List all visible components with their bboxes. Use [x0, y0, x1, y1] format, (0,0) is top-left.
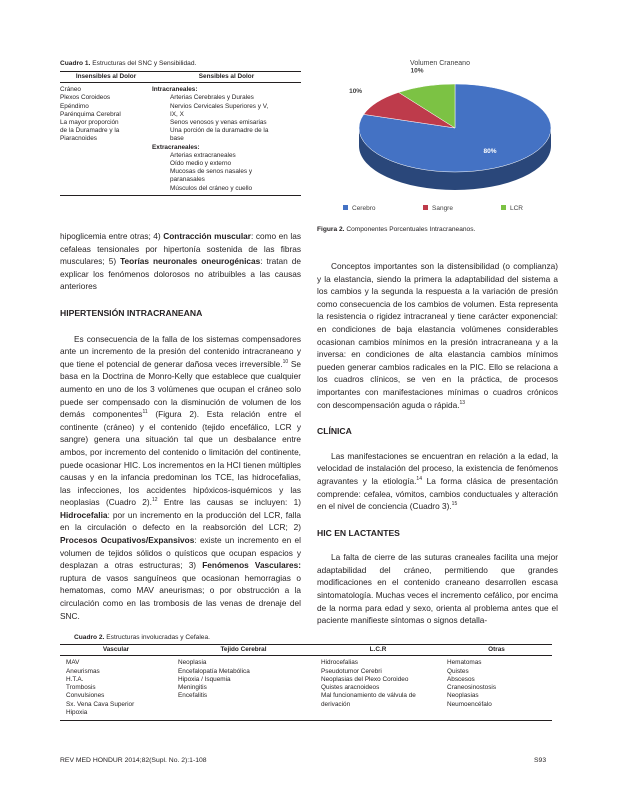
table2-header: Vascular	[60, 645, 172, 656]
list-item: Hipoxia	[66, 709, 88, 717]
list-item: Piaracnoides	[60, 135, 97, 143]
table2-column-lcr	[315, 656, 441, 721]
list-item: paranasales	[170, 176, 205, 184]
legend-label-sangre: Sangre	[432, 205, 453, 212]
table1-insensitive-list	[60, 83, 152, 196]
legend-swatch-cerebro	[343, 205, 348, 210]
list-item: Pseudotumor Cerebri	[321, 667, 382, 675]
list-item: Quistes	[447, 667, 469, 675]
list-item: Hipoxia / Isquemia	[178, 675, 231, 683]
list-item: Convulsiones	[66, 692, 105, 700]
table2-column-tejido	[172, 656, 315, 721]
pie-data-label: 10%	[349, 87, 363, 95]
table2-header: L.C.R	[315, 645, 441, 656]
legend-swatch-lcr	[501, 205, 506, 210]
list-item: Neoplasia	[178, 659, 207, 667]
list-item: Mucosas de senos nasales y	[170, 168, 253, 176]
list-item: Arterias Cerebrales y Durales	[170, 94, 254, 102]
list-item: Arterias extracraneales	[170, 151, 236, 159]
pie-data-label: 80%	[483, 148, 497, 156]
list-item: Hidrocefalias	[321, 659, 358, 667]
journal-citation: REV MED HONDUR 2014;82(Supl. No. 2):1-108	[60, 757, 207, 764]
paragraph: Las manifestaciones se encuentran en relación a la edad, la velocidad de instalación del proceso, la existencia de fenómenos agravantes y la etiología.$^{14}$ La forma clásica de presentación comprende: cefalea, vómitos, cambios conductuales y alteración en el nivel de conciencia (Cuadro 3).$^{15}$	[317, 450, 558, 512]
section-heading: CLÍNICA	[317, 426, 352, 437]
list-item: Neumoencéfalo	[447, 700, 492, 708]
subheading-extracraneales: Extracraneales:	[152, 143, 200, 151]
table1-sensitive-list	[152, 83, 301, 196]
list-item: Quistes aracnoideos	[321, 684, 380, 692]
legend-label-lcr: LCR	[510, 205, 524, 212]
list-item: Plexos Coroideos	[60, 94, 111, 102]
table1-header: Sensibles al Dolor	[152, 72, 301, 83]
paragraph: hipoglicemia entre otras; 4) Contracción muscular: como en las cefaleas tensionales por hipertonía sostenida de las fibras musculares; 5) Teorías neuronales oneurogénicas: tratan de explicar los fenómenos dolorosos no atribuibles a las causas anteriores	[60, 231, 301, 292]
right-column	[317, 260, 558, 627]
list-item: Hematomas	[447, 659, 482, 667]
list-item: Abscesos	[447, 675, 475, 683]
list-item: Una porción de la duramadre de la	[170, 127, 269, 135]
table2-column-otras	[441, 656, 552, 721]
table2-header: Tejido Cerebral	[172, 645, 315, 656]
list-item: Nervios Cervicales Superiores y V,	[170, 102, 269, 110]
list-item: IX, X	[170, 110, 184, 118]
list-item: de la Duramadre y la	[60, 127, 120, 135]
chart-title: Volumen Craneano	[410, 60, 470, 67]
table2-header: Otras	[441, 645, 552, 656]
section-heading: HIPERTENSIÓN INTRACRANEANA	[60, 307, 203, 318]
list-item: Parénquima Cerebral	[60, 110, 121, 118]
list-item: Senos venosos y venas emisarias	[170, 119, 267, 127]
paragraph: La falta de cierre de las suturas craneales facilita una mejor adaptabilidad del cráneo, permitiendo que grandes modificaciones en el contenido craneano desarrollen escasa sintomatología. Muchas veces el incremento cefálico, por encima de la norma para edad y sexo, orienta al problema antes que el paciente manifieste síntomas o signos detalla-	[317, 552, 558, 626]
list-item: Encefalopatía Metabólica	[178, 667, 250, 675]
table2-caption: Cuadro 2. Estructuras involucradas y Cefalea.	[74, 634, 210, 641]
table1-caption: Cuadro 1. Estructuras del SNC y Sensibilidad.	[60, 60, 197, 67]
list-item: Neoplasias	[447, 692, 479, 700]
section-heading: HIC EN LACTANTES	[317, 527, 400, 538]
list-item: H.T.A.	[66, 675, 84, 683]
legend-swatch-sangre	[423, 205, 428, 210]
list-item: Trombosis	[66, 684, 96, 692]
list-item: Cráneo	[60, 86, 81, 94]
pie-chart	[315, 56, 560, 221]
list-item: Epéndimo	[60, 102, 89, 110]
list-item: Sx. Vena Cava Superior	[66, 700, 135, 708]
list-item: Oído medio y externo	[170, 160, 232, 168]
list-item: Mal funcionamiento de válvula de	[321, 692, 416, 700]
list-item: derivación	[321, 700, 351, 708]
list-item: La mayor proporción	[60, 119, 119, 127]
subheading-intracraneales: Intracraneales:	[152, 86, 198, 94]
list-item: Craneosinostosis	[447, 684, 497, 692]
list-item: Neoplasias del Plexo Coroideo	[321, 675, 409, 683]
paragraph: Conceptos importantes son la distensibilidad (o complianza) y la elastancia, siendo la primera la adaptabilidad del sistema a los cambios y la segunda la respuesta a la variación de presión como consecuencia de los cambios de volumen. Esta representa la resistencia o rigidez intracraneal y tiene carácter exponencial: en condiciones de baja elastancia volúmenes considerables ocasionan cambios mínimos en la presión intracraneana y a la inversa: en condiciones de alta elastancia cambios mínimos pueden generar cambios radicales en la PIC. Ello se relaciona a los cuadros clínicos, se ven en la práctica, de procesos importantes con manifestaciones mínimas o cuadros crónicos con descompensación aguda o rápida.$^{13}$	[317, 261, 558, 410]
list-item: Aneurismas	[66, 667, 100, 675]
left-column	[60, 230, 301, 622]
table2	[60, 644, 552, 721]
page-number: S93	[534, 757, 547, 764]
pie-data-label: 10%	[410, 67, 424, 75]
paragraph: Es consecuencia de la falla de los sistemas compensadores ante un incremento de la presión del contenido intracraneano y que tiene el potencial de generar dañosa veces irreversible.$^{10}$ Se basa en la Doctrina de Monro-Kelly que establece que cualquier aumento en uno de los 3 volúmenes que ocupan el cráneo solo puede ser compensado con la disminución de volumen de los demás componentes$^{11}$ (Figura 2). Esta relación entre el continente (cráneo) y el contenido (tejido encefálico, LCR y sangre) genera una situación tal que un desbalance entre ambos, por incremento del contenido o limitación del continente, puede ocasionar HIC. Los incrementos en la HCI tienen múltiples causas y en la infancia predominan los TCE, las hidrocefalias, las infecciones, los accidentes hipóxicos-isquémicos y las neoplasias (Cuadro 2).$^{12}$ Entre las causas se incluyen: 1) Hidrocefalia: por un incremento en la producción del LCR, falla en la circulación o defecto en la reabsorción del LCR; 2) Procesos Ocupativos/Expansivos: existe un incremento en el volumen de tejidos sólidos o quísticos que ocupan espacios y desplazan a otras estructuras; 3) Fenómenos Vasculares: ruptura de vasos sanguíneos que ocasionan hemorragias o hematomas, como MAV aneurismas; o por obstrucción a la circulación como en las trombosis de las venas de drenaje del SNC.	[60, 333, 301, 621]
table2-column-vascular	[60, 656, 172, 721]
list-item: Meningitis	[178, 684, 207, 692]
list-item: MAV	[66, 659, 80, 667]
legend-label-cerebro: Cerebro	[352, 205, 376, 212]
list-item: base	[170, 135, 184, 143]
table1	[60, 71, 301, 196]
figure2-caption: Figura 2. Componentes Porcentuales Intracraneanos.	[317, 226, 476, 233]
list-item: Músculos del cráneo y cuello	[170, 184, 253, 192]
list-item: Encefalitis	[178, 692, 208, 700]
table1-header: Insensibles al Dolor	[60, 72, 152, 83]
